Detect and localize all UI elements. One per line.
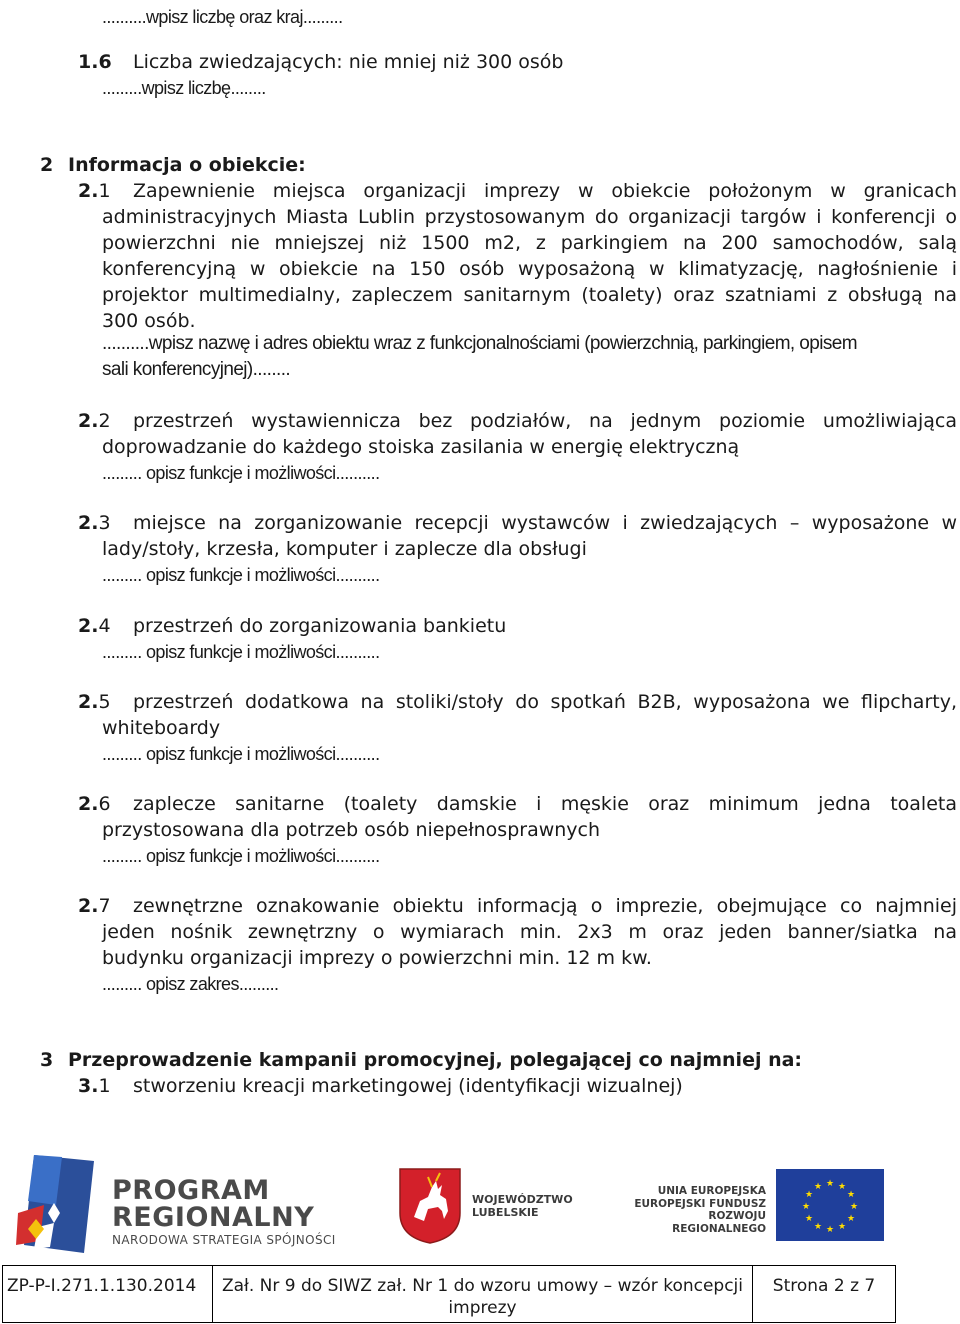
section-1-6-placeholder: .........wpisz liczbę........ [102,78,266,98]
placeholder-country-count: ..........wpisz liczbę oraz kraj......... [102,7,343,27]
section-2-6-body: przystosowana dla potrzeb osób niepełnosprawnych ......... opisz funkcje i możliwości.......... [102,819,601,866]
section-3-number: 3 [40,1049,54,1071]
section-2-5-body: whiteboardy ......... opisz funkcje i możliwości.......... [102,717,380,764]
footer-document-title: Zał. Nr 9 do SIWZ zał. Nr 1 do wzoru umowy – wzór koncepcji imprezy [213,1266,753,1322]
svg-text:★: ★ [813,1182,823,1192]
section-2-6-first-line: zaplecze sanitarne (toalety damskie i męskie oraz minimum jedna toaleta [133,793,957,815]
section-3-1-text: stworzeniu kreacji marketingowej (identyfikacji wizualnej) [133,1075,683,1097]
section-2-1-first-line: Zapewnienie miejsca organizacji imprezy w obiekcie położonym w granicach [133,180,957,202]
section-2-4-number: 2.4 [78,615,111,637]
svg-text:★: ★ [801,1202,811,1212]
svg-text:★: ★ [825,1225,835,1235]
section-2-1-placeholder: ..........wpisz nazwę i adres obiektu wraz z funkcjonalnościami (powierzchnią, parkingiem, opisem sali konferencyjnej)........ [102,333,857,380]
section-1-6-number: 1.6 [78,51,112,73]
lubelskie-crest-icon [398,1167,462,1245]
section-2-5-first-line: przestrzeń dodatkowa na stoliki/stoły do spotkań B2B, wyposażona we flipcharty, [133,691,957,713]
program-regionalny-subtitle: NARODOWA STRATEGIA SPÓJNOŚCI [112,1233,336,1247]
section-2-2-number: 2.2 [78,410,111,432]
unia-europejska-label: UNIA EUROPEJSKA EUROPEJSKI FUNDUSZ ROZWOJU REGIONALNEGO [634,1185,766,1235]
logo-strip [0,1145,960,1265]
svg-text:★: ★ [825,1179,835,1189]
section-3-1-number: 3.1 [78,1075,111,1097]
svg-text:★: ★ [846,1190,856,1200]
section-2-3-first-line: miejsce na zorganizowanie recepcji wystawców i zwiedzających – wyposażone w [133,512,957,534]
program-regionalny-logo-icon [14,1153,96,1258]
svg-text:★: ★ [837,1182,847,1192]
svg-text:★: ★ [804,1190,814,1200]
section-1-6-text: Liczba zwiedzających: nie mniej niż 300 osób [133,51,564,73]
section-2-4-text: przestrzeń do zorganizowania bankietu [133,615,507,637]
section-2-5-number: 2.5 [78,691,111,713]
footer-page-number: Strona 2 z 7 [772,1276,876,1296]
section-2-3-body: lady/stoły, krzesła, komputer i zaplecze dla obsługi ......... opisz funkcje i możliwości.......... [102,538,587,585]
svg-text:★: ★ [813,1222,823,1232]
section-2-7-number: 2.7 [78,895,111,917]
section-3-heading: Przeprowadzenie kampanii promocyjnej, polegającej co najmniej na: [68,1049,803,1071]
section-2-2-body: doprowadzanie do każdego stoiska zasilania w energię elektryczną ......... opisz funkcje i możliwości.......... [102,436,740,483]
section-2-7-body: jeden nośnik zewnętrzny o wymiarach min. 2x3 m oraz jeden banner/siatka na budynku organizacji imprezy o powierzchni min. 12 m kw. ......... opisz zakres......... [102,921,957,994]
section-2-heading: Informacja o obiekcie: [68,154,306,176]
footer-reference: ZP-P-I.271.1.130.2014 [3,1266,213,1322]
svg-text:★: ★ [846,1214,856,1224]
section-2-6-number: 2.6 [78,793,111,815]
svg-text:★: ★ [837,1222,847,1232]
svg-text:★: ★ [804,1214,814,1224]
svg-text:★: ★ [849,1202,859,1212]
section-2-2-first-line: przestrzeń wystawiennicza bez podziałów, na jednym poziomie umożliwiająca [133,410,957,432]
wojewodztwo-lubelskie-label: WOJEWÓDZTWO LUBELSKIE [472,1193,573,1219]
section-2-3-number: 2.3 [78,512,111,534]
program-regionalny-title: PROGRAM REGIONALNY [112,1175,315,1233]
section-2-7-first-line: zewnętrzne oznakowanie obiektu informacją o imprezie, obejmujące co najmniej [133,895,957,917]
section-2-1-body: administracyjnych Miasta Lublin przystosowanym do organizacji targów i konferencji o powierzchni nie mniejszej niż 1500 m2, z parkingiem na 200 samochodów, salą konferencyjną w obiekcie na 150 osób wyposażoną w klimatyzację, nagłośnienie i projektor multimedialny, zapleczem sanitarnym (toalety) oraz szatniami z obsługą na 300 osób. [102,206,957,332]
section-2-4-body: ......... opisz funkcje i możliwości.......... [102,642,380,662]
section-2-1-number: 2.1 [78,180,111,202]
section-2-number: 2 [40,154,54,176]
page-footer [2,1265,896,1323]
eu-flag-icon [776,1169,884,1241]
